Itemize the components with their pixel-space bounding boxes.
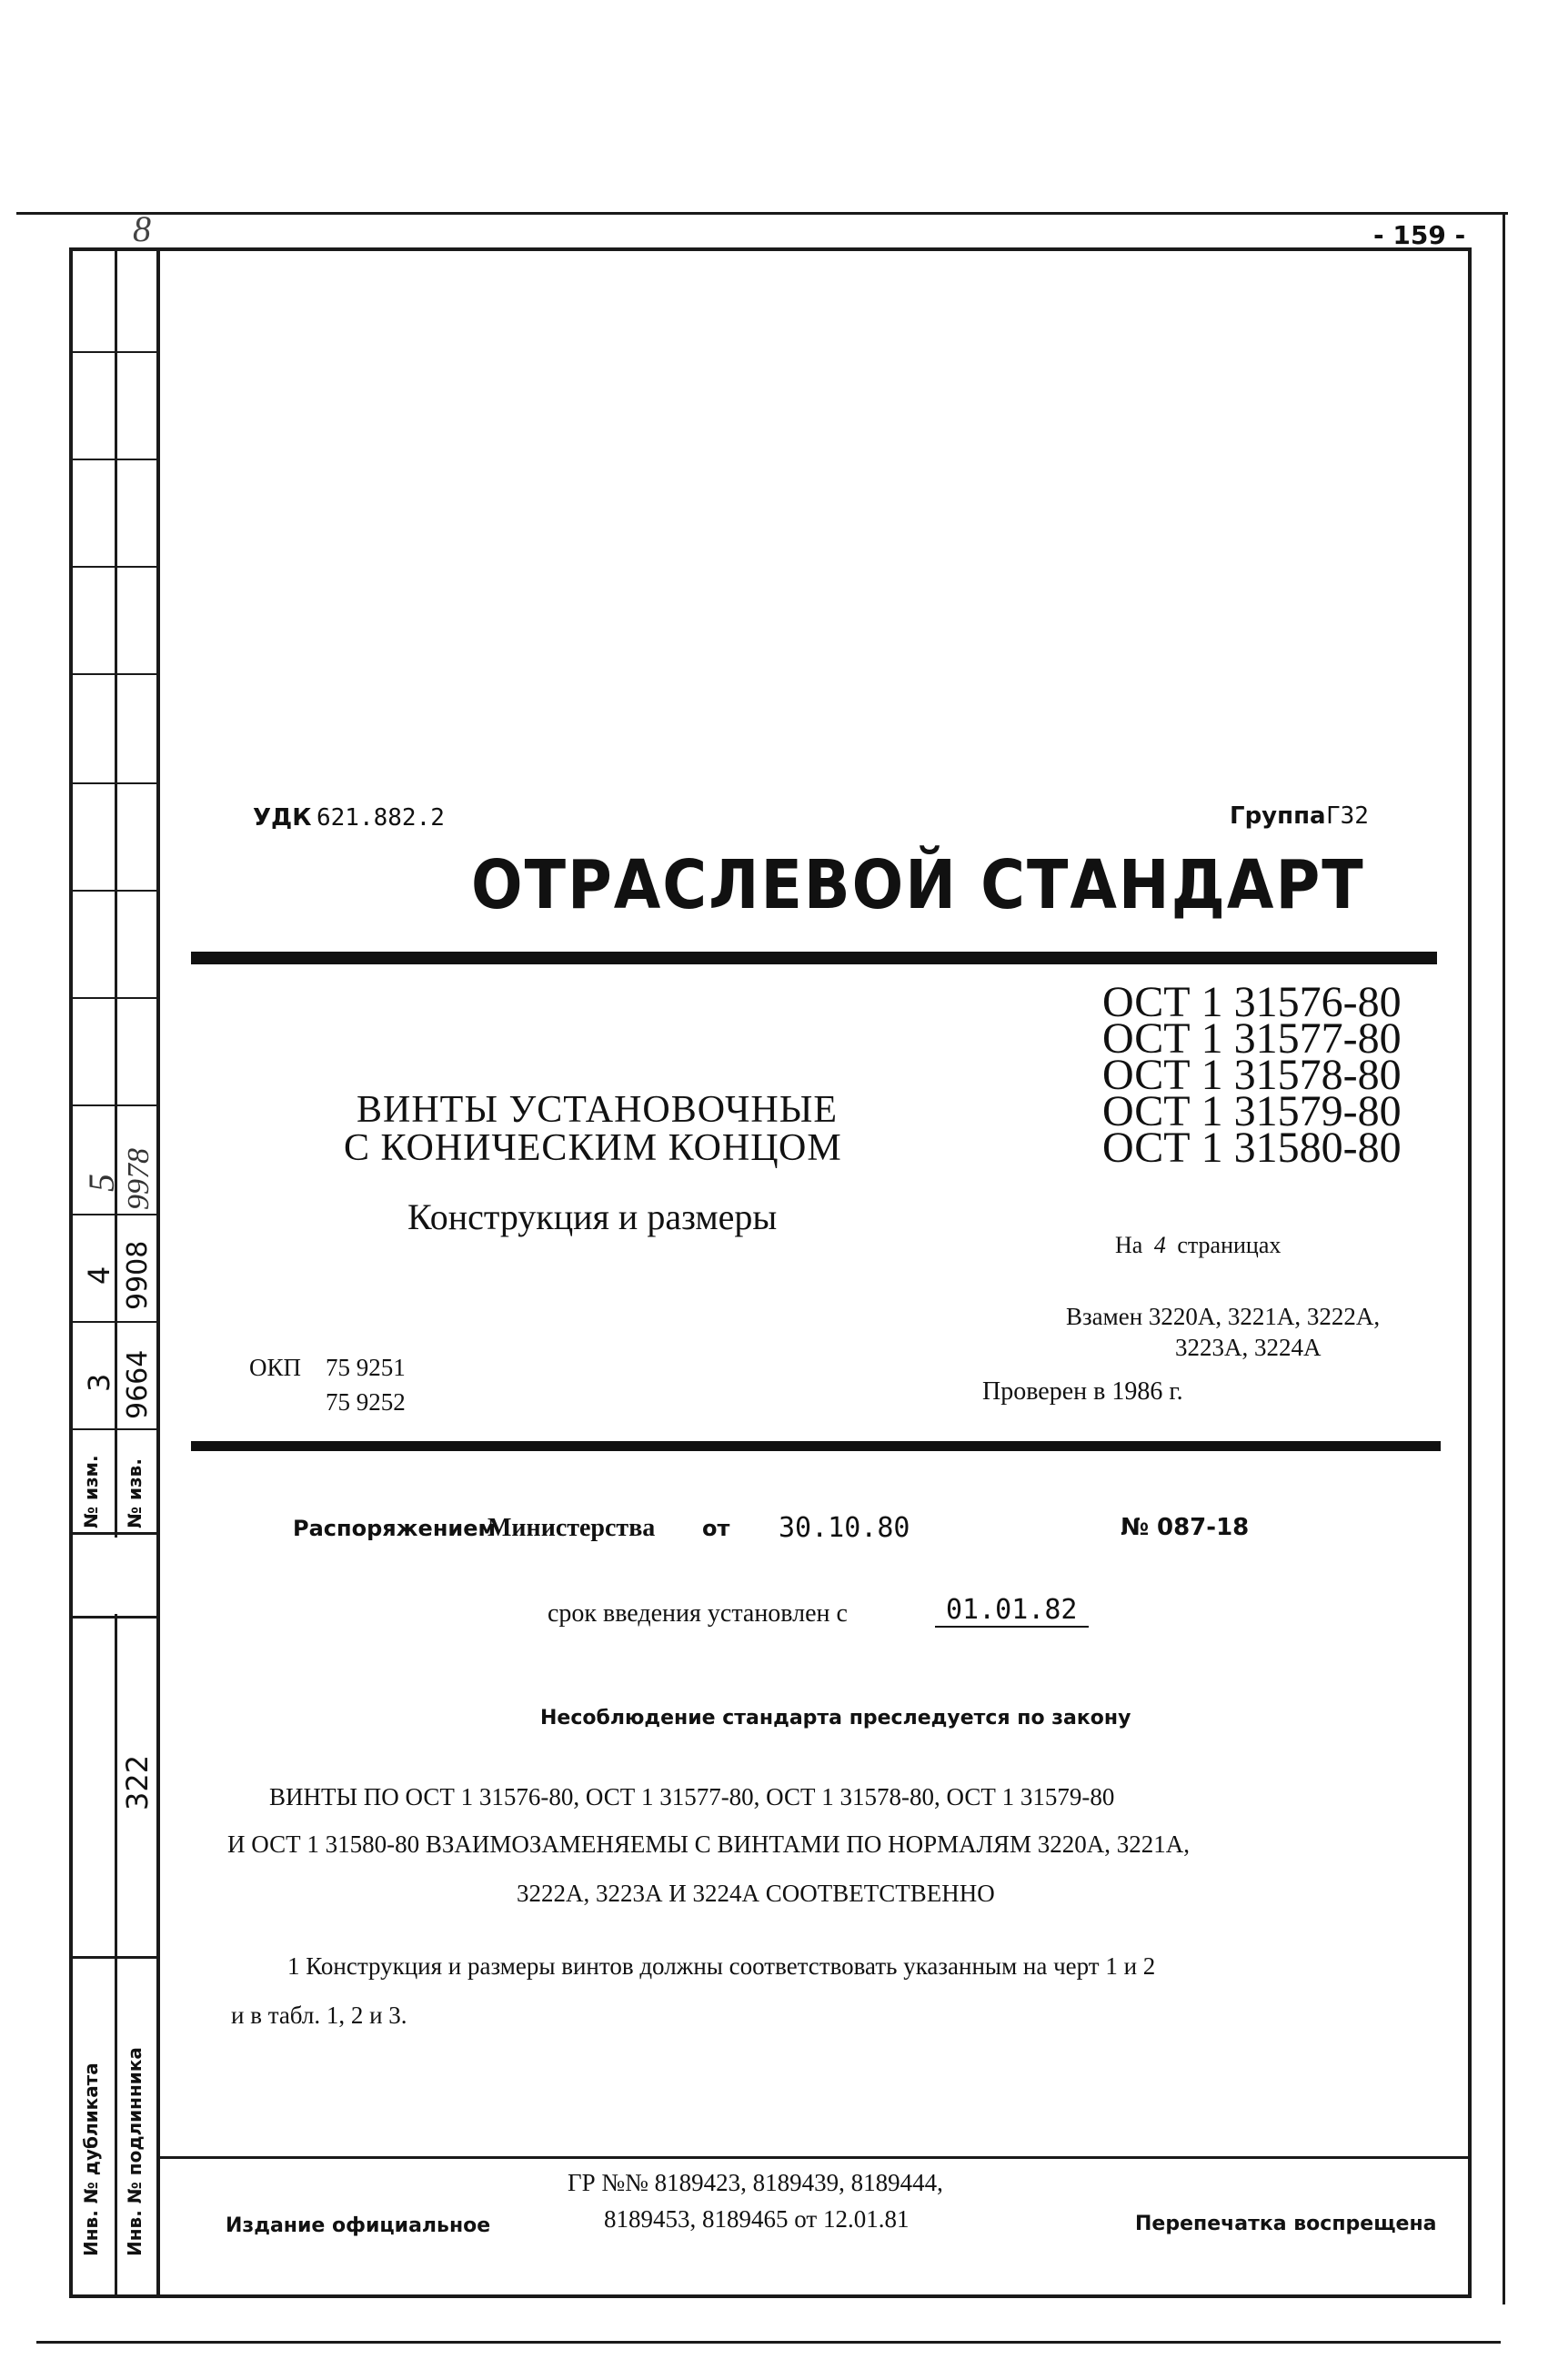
law-notice: Несоблюдение стандарта преследуется по закону [540,1707,1131,1730]
page-bottom-rule [36,2341,1501,2344]
sidebar-rule [69,351,158,353]
frame-top [69,247,1470,251]
sidebar-rule [69,1428,158,1430]
sidebar-rule [69,673,158,675]
interchange-line3: 3222А, 3223А И 3224А СООТВЕТСТВЕННО [517,1880,995,1907]
doc-subtitle: Конструкция и размеры [407,1196,778,1237]
clause1-line1: 1 Конструкция и размеры винтов должны соответствовать указанным на черт 1 и 2 [287,1952,1156,1980]
header-bottom-thick-rule [191,1441,1441,1451]
udk-label: УДК [253,804,312,832]
sidebar-notice-9978: 9978 [122,1148,156,1210]
sidebar-rule [69,1214,158,1215]
doc-title-line2: С КОНИЧЕСКИМ КОНЦОМ [344,1127,842,1169]
order-prefix: Распоряжением [293,1516,497,1541]
interchange-line1: ВИНТЫ ПО ОСТ 1 31576-80, ОСТ 1 31577-80, ОСТ 1 31578-80, ОСТ 1 31579-80 [269,1783,1115,1810]
sidebar-rule [69,1956,158,1959]
okp-value1: 75 9251 [326,1354,406,1381]
title-thick-rule [191,952,1437,964]
sidebar-rule [69,997,158,999]
footer-center-line2: 8189453, 8189465 от 12.01.81 [604,2205,910,2233]
frame-left [69,247,73,2298]
ost-code-list [1102,978,1430,1172]
ost-code: ОСТ 1 31579-80 [1102,1087,1402,1135]
footer-center-line1: ГР №№ 8189423, 8189439, 8189444, [568,2169,943,2196]
group-value: Г32 [1326,802,1369,830]
sidebar-rule [69,1321,158,1323]
checked-year: Проверен в 1986 г. [982,1377,1183,1406]
group-label: Группа [1230,802,1326,830]
page-number: - 159 - [1373,220,1466,250]
frame-bottom [69,2294,1472,2298]
frame-right-outer [1503,212,1505,2304]
sidebar-inv-orig-value: 322 [120,1754,155,1810]
pages-count: 4 [1153,1232,1166,1258]
sidebar-change-4: 4 [82,1266,116,1285]
intro-date: 01.01.82 [935,1594,1089,1628]
pages-suffix: страницах [1177,1232,1282,1258]
ost-code: ОСТ 1 31576-80 [1102,978,1402,1026]
order-from: от [702,1516,730,1541]
footer-left: Издание официальное [226,2214,491,2237]
okp-value2: 75 9252 [326,1388,406,1416]
sidebar-notice-no-label: № изв. [124,1458,146,1528]
order-no-label: № [1121,1514,1150,1541]
footer-rule [160,2156,1470,2159]
order-no: 087-18 [1157,1514,1250,1541]
sidebar-notice-9664: 9664 [122,1349,154,1419]
sidebar-notice-9908: 9908 [122,1240,154,1310]
frame-left-col3 [156,247,160,2298]
sidebar-change-no-label: № изм. [80,1455,102,1528]
top-rule [16,212,1508,215]
frame-right [1468,247,1472,2298]
replaces-line2: 3223А, 3224А [1175,1334,1322,1361]
ost-code: ОСТ 1 31577-80 [1102,1014,1402,1063]
footer-right: Перепечатка воспрещена [1135,2213,1437,2235]
ost-code: ОСТ 1 31578-80 [1102,1051,1402,1099]
sidebar-block-separator [69,1616,158,1619]
sidebar-inv-orig-label: Инв. № подлинника [124,2047,146,2256]
sidebar-rule [69,782,158,784]
ost-code: ОСТ 1 31580-80 [1102,1124,1402,1172]
udk-value: 621.882.2 [317,804,445,832]
okp-label: ОКП [249,1354,302,1381]
intro-prefix: срок введения установлен с [548,1599,848,1628]
order-date: 30.10.80 [779,1512,910,1544]
sidebar-rule [69,566,158,568]
sidebar-change-5: 5 [81,1174,122,1192]
sidebar-rule [69,1532,158,1535]
sidebar-change-3: 3 [82,1373,116,1392]
sidebar-rule [69,1104,158,1106]
pencil-mark: 8 [133,208,151,249]
clause1-line2: и в табл. 1, 2 и 3. [231,2002,407,2029]
sidebar-gap-mask [73,1538,156,1614]
interchange-line2: И ОСТ 1 31580-80 ВЗАИМОЗАМЕНЯЕМЫ С ВИНТАМИ ПО НОРМАЛЯМ 3220А, 3221А, [227,1830,1190,1858]
order-ministry: Министерства [487,1514,656,1542]
sidebar-rule [69,890,158,892]
sidebar-inv-dup-label: Инв. № дубликата [80,2062,102,2256]
replaces-line1: Взамен 3220А, 3221А, 3222А, [1066,1303,1381,1330]
doc-title-line1: ВИНТЫ УСТАНОВОЧНЫЕ [357,1089,838,1131]
main-title: ОТРАСЛЕВОЙ СТАНДАРТ [471,846,1365,924]
pages-info [1115,1232,1281,1259]
sidebar-rule [69,459,158,460]
pages-prefix: На [1115,1232,1143,1258]
